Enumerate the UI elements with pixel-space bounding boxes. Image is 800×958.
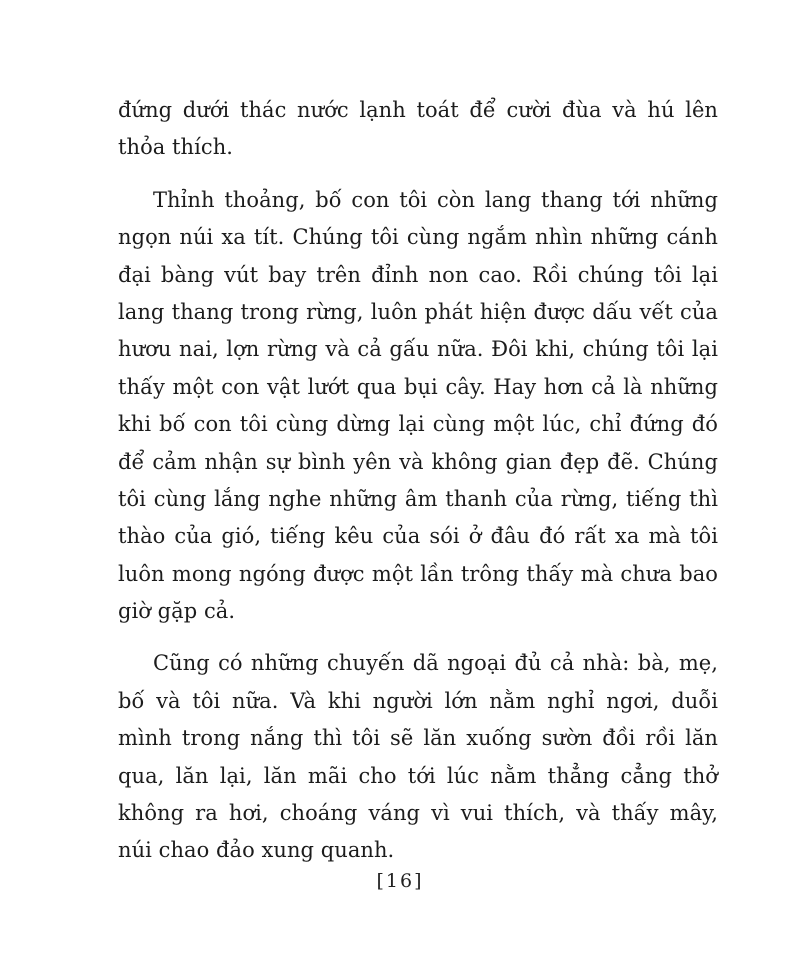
text-line: đại bàng vút bay trên đỉnh non cao. Rồi chúng tôi lại	[118, 262, 718, 287]
paragraph-gap	[118, 167, 718, 182]
text-line: ngọn núi xa tít. Chúng tôi cùng ngắm nhìn những cánh	[118, 225, 718, 250]
text-line: để cảm nhận sự bình yên và không gian đẹp đẽ. Chúng	[118, 449, 718, 474]
text-line: tôi cùng lắng nghe những âm thanh của rừng, tiếng thì	[118, 486, 718, 511]
paragraph-gap	[118, 630, 718, 645]
text-line: hươu nai, lợn rừng và cả gấu nữa. Đôi khi, chúng tôi lại	[118, 337, 718, 362]
text-line: đứng dưới thác nước lạnh toát để cười đùa và hú lên	[118, 98, 718, 122]
paragraph-1	[118, 92, 718, 167]
text-line: thấy một con vật lướt qua bụi cây. Hay hơn cả là những	[118, 374, 718, 399]
text-line: luôn mong ngóng được một lần trông thấy mà chưa bao	[118, 561, 718, 586]
text-line: mình trong nắng thì tôi sẽ lăn xuống sườn đồi rồi lăn	[118, 726, 718, 751]
text-line: Thỉnh thoảng, bố con tôi còn lang thang tới những	[153, 187, 718, 212]
text-line: khi bố con tôi cùng dừng lại cùng một lúc, chỉ đứng đó	[118, 412, 718, 437]
body-text	[118, 92, 718, 870]
paragraph-3	[118, 645, 718, 869]
text-line: qua, lăn lại, lăn mãi cho tới lúc nằm thẳng cẳng thở	[118, 763, 718, 788]
text-line: không ra hơi, choáng váng vì vui thích, và thấy mây,	[118, 801, 718, 826]
text-line: lang thang trong rừng, luôn phát hiện được dấu vết của	[118, 299, 718, 324]
text-line: thỏa thích.	[118, 135, 233, 160]
page-number: [16]	[376, 870, 424, 892]
text-line: bố và tôi nữa. Và khi người lớn nằm nghỉ ngơi, duỗi	[118, 688, 718, 713]
text-line: núi chao đảo xung quanh.	[118, 838, 395, 863]
text-line: giờ gặp cả.	[118, 599, 236, 624]
text-line: Cũng có những chuyến dã ngoại đủ cả nhà: bà, mẹ,	[153, 651, 718, 676]
text-line: thào của gió, tiếng kêu của sói ở đâu đó rất xa mà tôi	[118, 524, 718, 549]
paragraph-2	[118, 182, 718, 631]
